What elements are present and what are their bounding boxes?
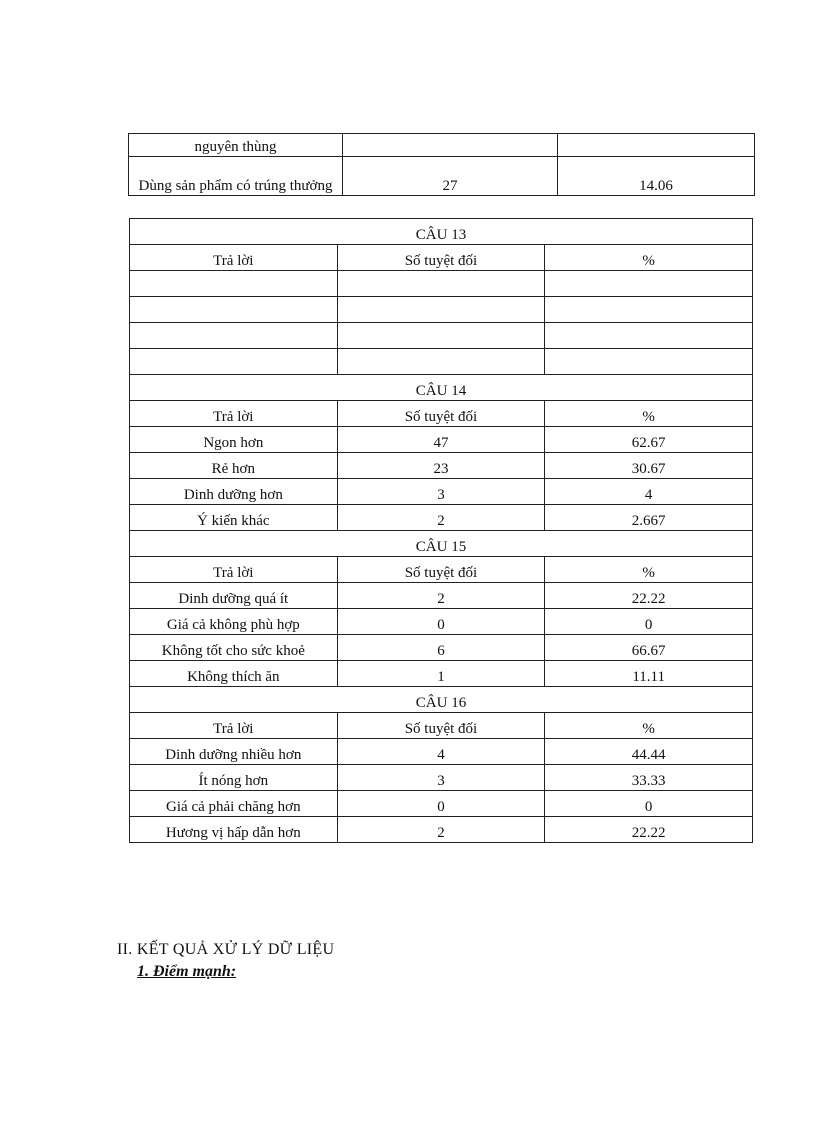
header-row <box>130 245 753 271</box>
table-row <box>130 635 753 661</box>
percent-cell: 4 <box>545 479 753 505</box>
answer-cell: Rẻ hơn <box>130 453 338 479</box>
count-cell: 3 <box>337 765 545 791</box>
table-row <box>130 739 753 765</box>
table-row <box>130 609 753 635</box>
header-answer: Trả lời <box>130 401 338 427</box>
question-15-title: CÂU 15 <box>130 531 753 557</box>
question-14-title: CÂU 14 <box>130 375 753 401</box>
answer-cell: Dùng sản phẩm có trúng thưởng <box>129 157 343 196</box>
percent-cell: 2.667 <box>545 505 753 531</box>
percent-cell: 14.06 <box>558 157 755 196</box>
header-answer: Trả lời <box>130 557 338 583</box>
percent-cell: 22.22 <box>545 583 753 609</box>
percent-cell: 33.33 <box>545 765 753 791</box>
count-cell: 47 <box>337 427 545 453</box>
percent-cell <box>545 271 753 297</box>
answer-cell: nguyên thùng <box>129 134 343 157</box>
table-row <box>129 134 755 157</box>
answer-cell: Ý kiến khác <box>130 505 338 531</box>
table-row <box>130 791 753 817</box>
answer-cell: Giá cả không phù hợp <box>130 609 338 635</box>
question-16-title: CÂU 16 <box>130 687 753 713</box>
count-cell: 27 <box>343 157 558 196</box>
header-answer: Trả lời <box>130 245 338 271</box>
answer-cell: Ít nóng hơn <box>130 765 338 791</box>
header-row <box>130 713 753 739</box>
count-cell: 2 <box>337 505 545 531</box>
percent-cell <box>558 134 755 157</box>
table-row <box>129 157 755 196</box>
answer-cell <box>130 349 338 375</box>
table-row <box>130 661 753 687</box>
question-title-row <box>130 219 753 245</box>
header-row <box>130 557 753 583</box>
percent-cell: 0 <box>545 791 753 817</box>
header-percent: % <box>545 557 753 583</box>
count-cell <box>343 134 558 157</box>
count-cell <box>337 323 545 349</box>
count-cell: 0 <box>337 609 545 635</box>
header-absolute: Số tuyệt đối <box>337 245 545 271</box>
count-cell: 23 <box>337 453 545 479</box>
table-row <box>130 479 753 505</box>
survey-results-table <box>129 218 753 843</box>
header-absolute: Số tuyệt đối <box>337 401 545 427</box>
answer-cell: Dinh dưỡng nhiều hơn <box>130 739 338 765</box>
subsection-heading: 1. Điểm mạnh: <box>137 963 237 980</box>
continuation-table <box>128 133 755 196</box>
table-row <box>130 765 753 791</box>
table-row <box>130 323 753 349</box>
table-row <box>130 817 753 843</box>
table-row <box>130 297 753 323</box>
percent-cell: 62.67 <box>545 427 753 453</box>
percent-cell <box>545 349 753 375</box>
table-row <box>130 427 753 453</box>
table-row <box>130 349 753 375</box>
count-cell: 4 <box>337 739 545 765</box>
count-cell: 1 <box>337 661 545 687</box>
count-cell: 2 <box>337 583 545 609</box>
header-answer: Trả lời <box>130 713 338 739</box>
question-title-row <box>130 687 753 713</box>
count-cell: 0 <box>337 791 545 817</box>
percent-cell: 66.67 <box>545 635 753 661</box>
percent-cell: 11.11 <box>545 661 753 687</box>
percent-cell <box>545 297 753 323</box>
table-row <box>130 271 753 297</box>
answer-cell: Dinh dưỡng quá ít <box>130 583 338 609</box>
count-cell <box>337 349 545 375</box>
percent-cell: 22.22 <box>545 817 753 843</box>
answer-cell: Giá cả phải chăng hơn <box>130 791 338 817</box>
table-row <box>130 505 753 531</box>
percent-cell: 30.67 <box>545 453 753 479</box>
header-row <box>130 401 753 427</box>
percent-cell: 0 <box>545 609 753 635</box>
header-percent: % <box>545 401 753 427</box>
count-cell <box>337 297 545 323</box>
section-heading: II. KẾT QUẢ XỬ LÝ DỮ LIỆU <box>117 941 335 958</box>
count-cell: 2 <box>337 817 545 843</box>
answer-cell <box>130 323 338 349</box>
header-absolute: Số tuyệt đối <box>337 713 545 739</box>
percent-cell <box>545 323 753 349</box>
table-row <box>130 583 753 609</box>
count-cell <box>337 271 545 297</box>
answer-cell: Không thích ăn <box>130 661 338 687</box>
answer-cell: Không tốt cho sức khoẻ <box>130 635 338 661</box>
table-row <box>130 453 753 479</box>
answer-cell: Dinh dưỡng hơn <box>130 479 338 505</box>
question-13-title: CÂU 13 <box>130 219 753 245</box>
count-cell: 6 <box>337 635 545 661</box>
answer-cell <box>130 297 338 323</box>
question-title-row <box>130 531 753 557</box>
answer-cell <box>130 271 338 297</box>
header-percent: % <box>545 713 753 739</box>
header-percent: % <box>545 245 753 271</box>
answer-cell: Hương vị hấp dẫn hơn <box>130 817 338 843</box>
percent-cell: 44.44 <box>545 739 753 765</box>
count-cell: 3 <box>337 479 545 505</box>
question-title-row <box>130 375 753 401</box>
header-absolute: Số tuyệt đối <box>337 557 545 583</box>
answer-cell: Ngon hơn <box>130 427 338 453</box>
